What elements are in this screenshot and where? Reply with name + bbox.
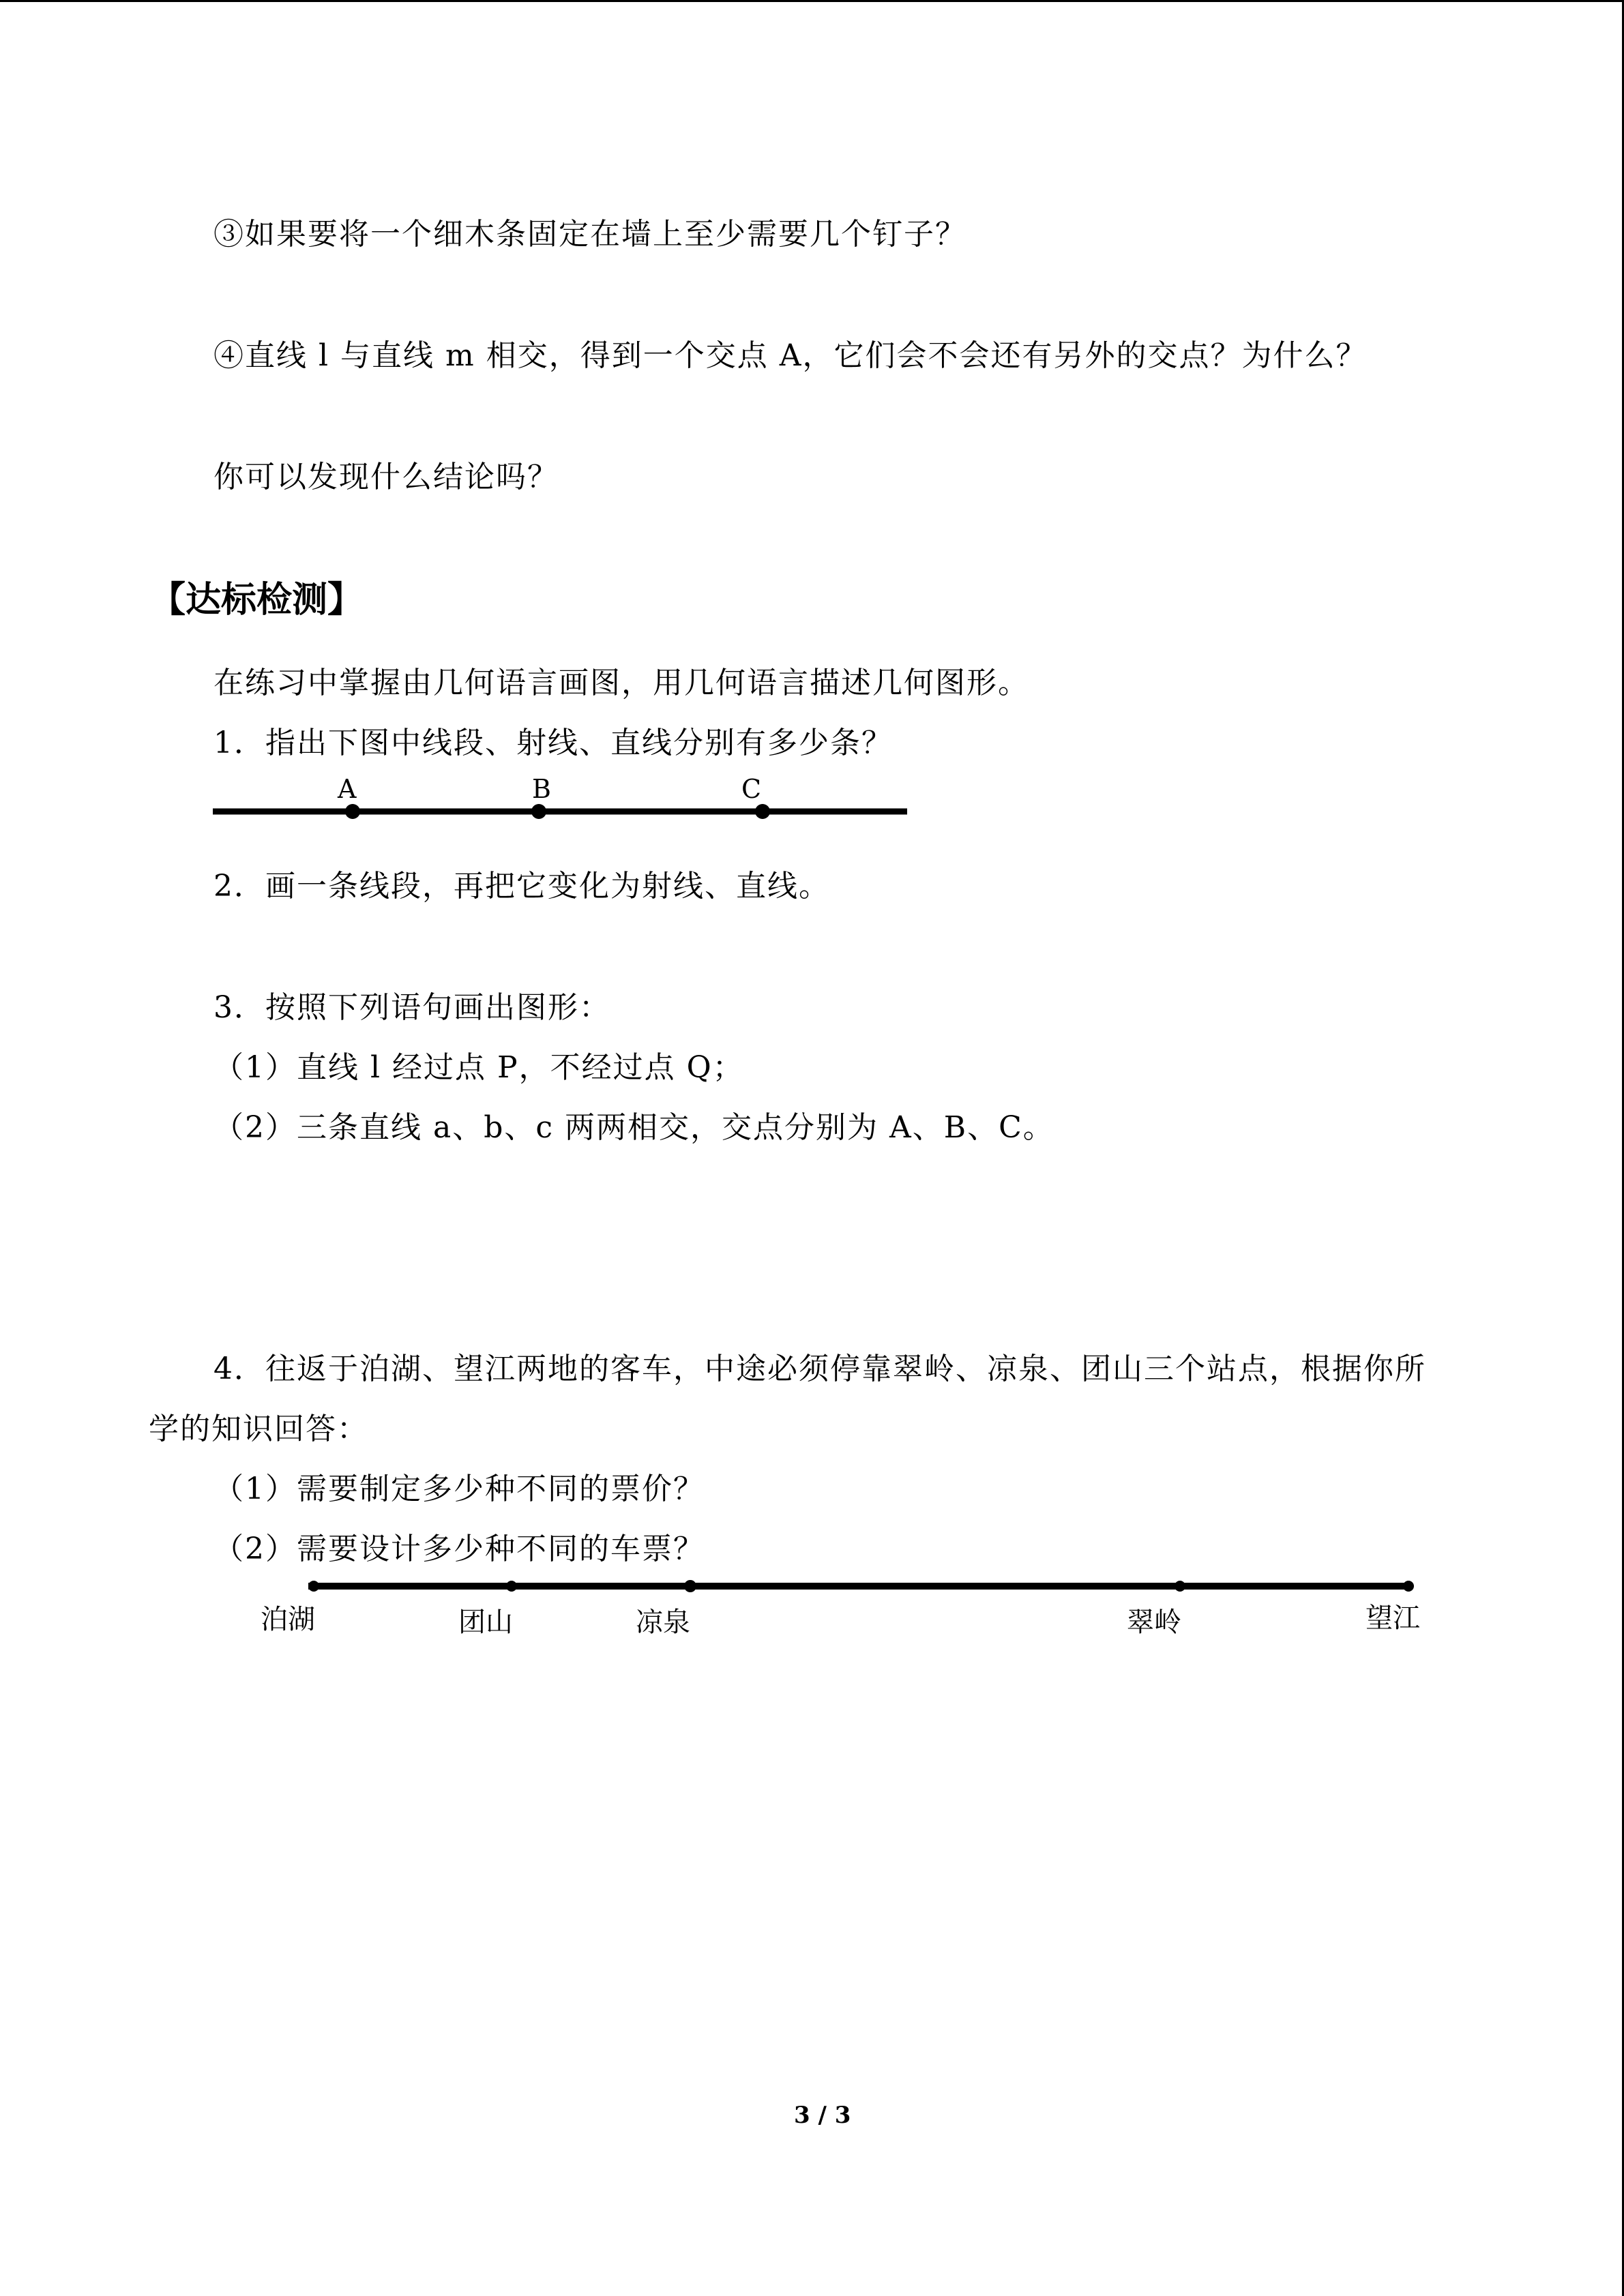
station-liangquan-dot	[684, 1580, 696, 1592]
station-tuanshan-label: 团山	[458, 1607, 513, 1638]
section-title: 【达标检测】	[150, 580, 364, 621]
station-cuiling-dot	[1175, 1581, 1185, 1592]
station-bohu-dot	[308, 1581, 319, 1592]
section-intro: 在练习中掌握由几何语言画图，用几何语言描述几何图形。	[213, 666, 1029, 700]
exercise-2-text: 2．画一条线段，再把它变化为射线、直线。	[213, 869, 830, 904]
exercise-1-figure	[205, 774, 928, 832]
station-wangjiang-label: 望江	[1365, 1602, 1420, 1634]
station-liangquan-label: 凉泉	[636, 1607, 690, 1638]
exercise-4-sub2: （2）需要设计多少种不同的车票？	[213, 1532, 705, 1566]
ex1-point-b-dot	[531, 804, 546, 819]
ex1-point-c-dot	[755, 804, 770, 819]
exercise-4-text-line1: 4．往返于泊湖、望江两地的客车，中途必须停靠翠岭、凉泉、团山三个站点，根据你所	[213, 1352, 1426, 1386]
page-number: 3 / 3	[794, 2102, 851, 2129]
conclusion-prompt: 你可以发现什么结论吗？	[213, 460, 559, 494]
exercise-3-sub2: （2）三条直线 a、b、c 两两相交，交点分别为 A、B、C。	[213, 1110, 1054, 1145]
ex1-point-a-dot	[345, 804, 360, 819]
station-wangjiang-dot	[1403, 1581, 1414, 1592]
exercise-1-text: 1．指出下图中线段、射线、直线分别有多少条？	[213, 726, 893, 760]
ex1-point-c-label: C	[741, 774, 762, 804]
ex1-point-a-label: A	[338, 774, 357, 804]
exercise-4-route-figure	[252, 1568, 1426, 1657]
station-tuanshan-dot	[506, 1581, 517, 1592]
exercise-4-text-line2: 学的知识回答：	[149, 1412, 368, 1446]
exercise-3-text: 3．按照下列语句画出图形：	[213, 990, 610, 1025]
exercise-4-sub1: （1）需要制定多少种不同的票价？	[213, 1472, 705, 1506]
station-bohu-label: 泊湖	[261, 1604, 315, 1635]
station-cuiling-label: 翠岭	[1127, 1607, 1181, 1638]
question-4: ④直线 l 与直线 m 相交，得到一个交点 A，它们会不会还有另外的交点？为什么？	[213, 338, 1368, 373]
question-3: ③如果要将一个细木条固定在墙上至少需要几个钉子？	[213, 217, 966, 252]
ex1-point-b-label: B	[532, 774, 551, 804]
exercise-3-sub1: （1）直线 l 经过点 P，不经过点 Q；	[213, 1050, 744, 1085]
